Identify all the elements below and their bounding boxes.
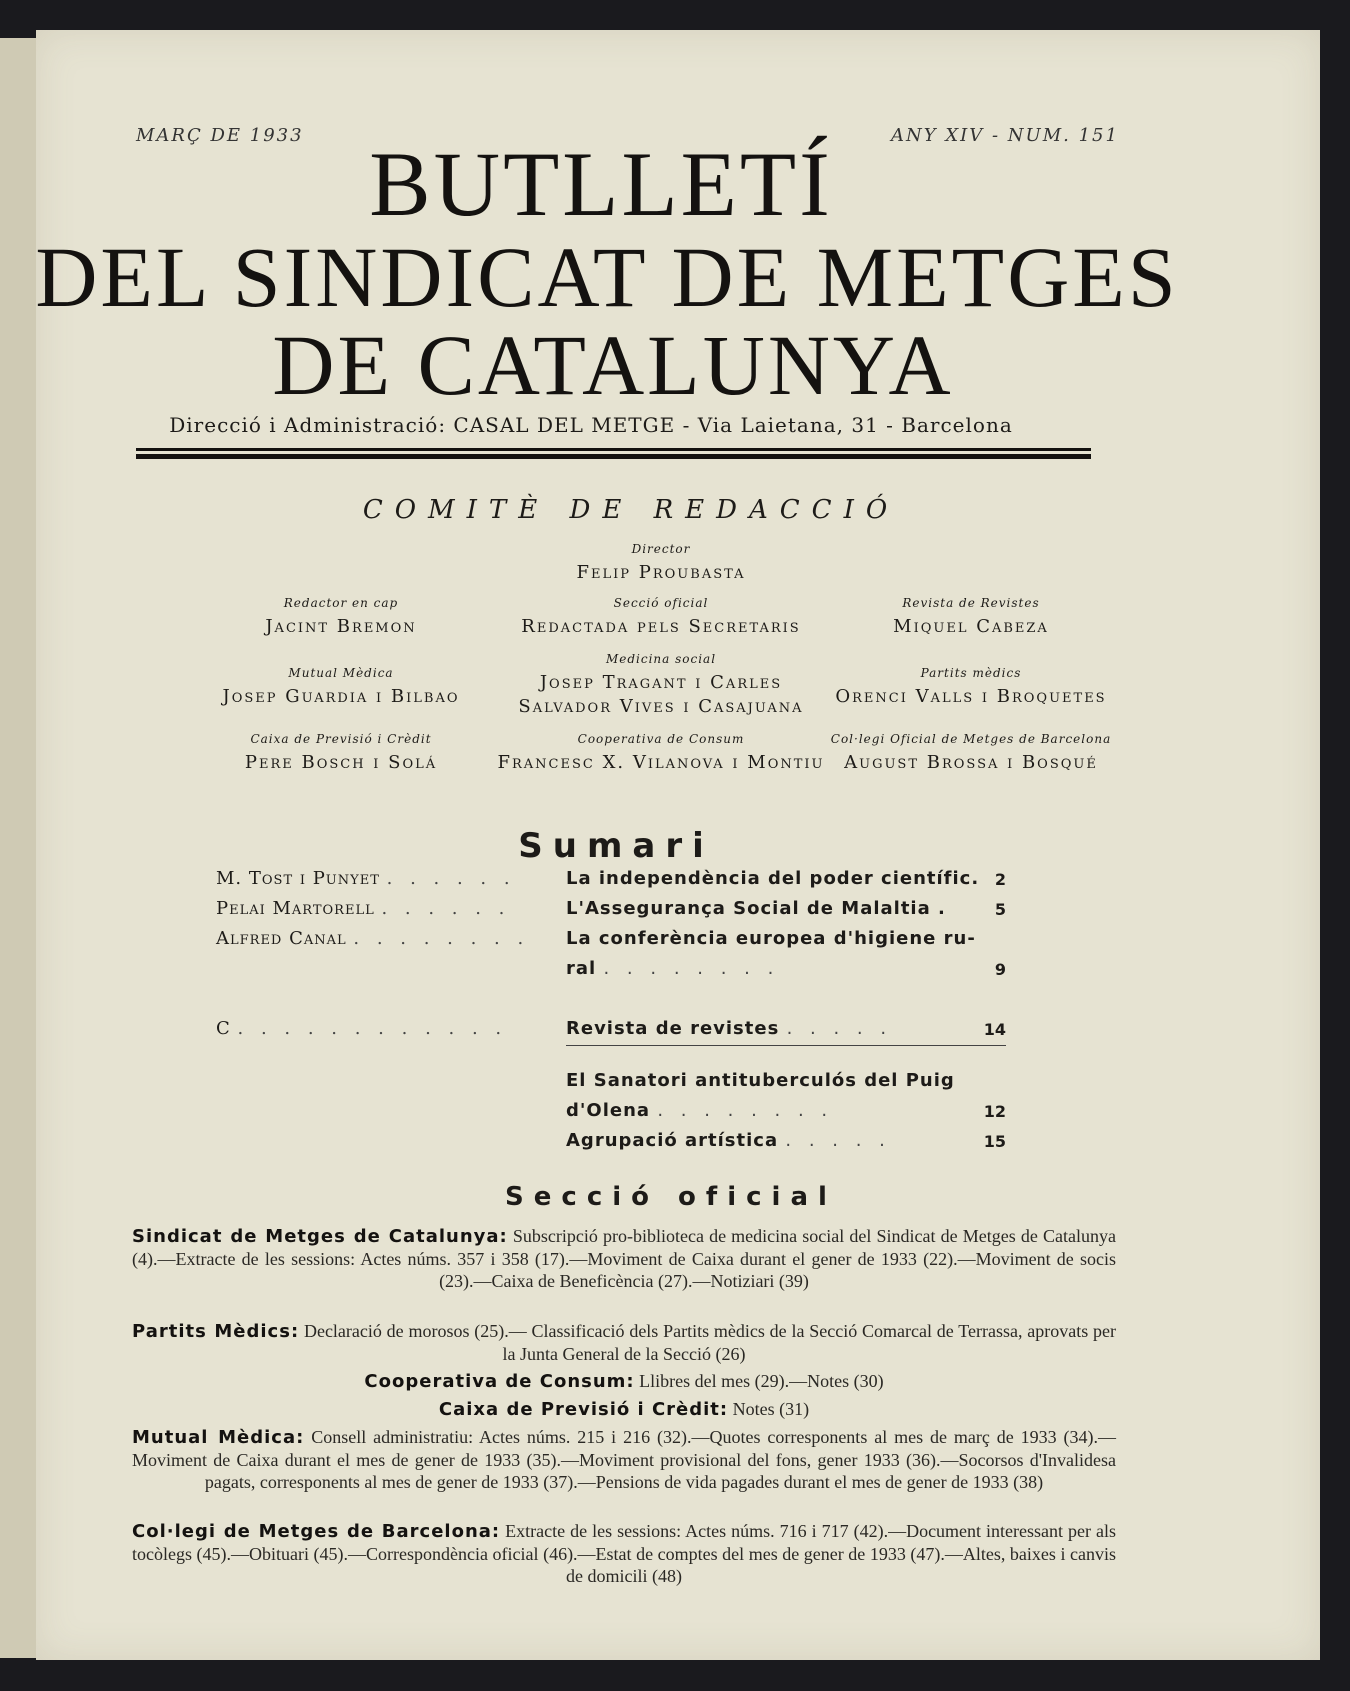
sumari-article-link-continued[interactable]: d'Olena . . . . . . . .	[566, 1100, 834, 1121]
sumari-article-link-continued[interactable]: ral . . . . . . . .	[566, 958, 780, 979]
committee-name: Salvador Vives i Casajuana	[518, 696, 804, 717]
committee-name: Francesc X. Vilanova i Montiu	[497, 752, 825, 773]
committee-role: Secció oficial	[613, 596, 709, 610]
committee-role: Mutual Mèdica	[288, 666, 394, 680]
sumari-article-link[interactable]: L'Assegurança Social de Malaltia .	[566, 898, 946, 919]
sumari-page-number: 2	[994, 870, 1006, 889]
header-rule-bottom	[136, 454, 1091, 459]
header-rule-top	[136, 448, 1091, 451]
committee-role: Medicina social	[605, 652, 717, 666]
masthead-line-1: BUTLLETÍ	[369, 133, 833, 235]
committee-name: Miquel Cabeza	[893, 616, 1049, 637]
seccio-paragraph: Caixa de Previsió i Crèdit: Notes (31)	[438, 1399, 810, 1420]
director-role: Director	[631, 542, 691, 556]
sumari-page-number: 12	[983, 1102, 1006, 1121]
issue-date: MARÇ DE 1933	[136, 125, 304, 146]
sumari-author: M. Tost i Punyet . . . . . .	[216, 868, 516, 889]
sumari-article-link[interactable]: La conferència europea d'higiene ru-	[566, 928, 976, 949]
committee-name: Josep Guardia i Bilbao	[222, 686, 460, 707]
sumari-page-number: 9	[994, 960, 1006, 979]
masthead-line-2: DEL SINDICAT DE METGES	[35, 229, 1179, 325]
seccio-paragraph: Partits Mèdics: Declaració de morosos (25).— Classificació dels Partits mèdics de la Secció Comarcal de Terrassa, aprovats per la Junta General de la Secció (26)	[132, 1321, 1116, 1364]
director-name: Felip Proubasta	[576, 562, 746, 583]
sumari-page-number: 14	[983, 1020, 1006, 1039]
sumari-page-number: 15	[983, 1132, 1006, 1151]
address-line: Direcció i Administració: CASAL DEL METGE - Via Laietana, 31 - Barcelona	[169, 413, 1013, 437]
seccio-paragraph: Col·legi de Metges de Barcelona: Extracte de les sessions: Actes núms. 716 i 717 (42).—Document interessant per als tocòlegs (45).—Obituari (45).—Correspondència oficial (46).—Estat de comptes del mes de gener de 1933 (47).—Altes, baixes i canvis de domicili (48)	[132, 1521, 1116, 1586]
sumari-author: C . . . . . . . . . . . .	[216, 1018, 508, 1039]
committee-name: Pere Bosch i Solá	[244, 752, 438, 773]
committee-role: Redactor en cap	[283, 596, 399, 610]
sumari-heading: Sumari	[518, 826, 714, 866]
committee-role: Caixa de Previsió i Crèdit	[250, 732, 432, 746]
sumari-article-link[interactable]: La independència del poder científic.	[566, 868, 980, 889]
seccio-paragraph: Mutual Mèdica: Consell administratiu: Actes núms. 215 i 216 (32).—Quotes corresponents al mes de març de 1933 (34).—Moviment de Caixa durant el mes de gener de 1933 (35).—Moviment provisional del fons, gener 1933 (36).—Socorsos d'Invalidesa pagats, corresponents al mes de gener de 1933 (37).—Pensions de vida pagades durant el mes de gener de 1933 (38)	[132, 1427, 1117, 1492]
committee-name: Josep Tragant i Carles	[539, 672, 783, 693]
sumari-author: Alfred Canal . . . . . . . .	[216, 928, 530, 949]
sumari-divider	[566, 1045, 1006, 1046]
committee-role: Col·legi Oficial de Metges de Barcelona	[830, 732, 1112, 746]
committee-heading: COMITÈ DE REDACCIÓ	[362, 495, 900, 525]
seccio-paragraph: Cooperativa de Consum: Llibres del mes (29).—Notes (30)	[364, 1371, 884, 1392]
committee-name: August Brossa i Bosqué	[844, 752, 1098, 773]
sumari-article-link[interactable]: Agrupació artística . . . . .	[566, 1130, 891, 1151]
seccio-oficial-heading: Secció oficial	[505, 1182, 837, 1212]
committee-role: Partits mèdics	[920, 666, 1022, 680]
committee-name: Orenci Valls i Broquetes	[835, 686, 1107, 707]
sumari-author: Pelai Martorell . . . . . .	[216, 898, 511, 919]
seccio-paragraph: Sindicat de Metges de Catalunya: Subscripció pro-biblioteca de medicina social del Sindicat de Metges de Catalunya (4).—Extracte de les sessions: Actes núms. 357 i 358 (17).—Moviment de Caixa durant el gener de 1933 (22).—Moviment de socis (23).—Caixa de Beneficència (27).—Notiziari (39)	[132, 1226, 1116, 1291]
issue-number: ANY XIV - NUM. 151	[891, 125, 1119, 146]
journal-page	[36, 30, 1320, 1660]
committee-role: Revista de Revistes	[902, 596, 1040, 610]
masthead-line-3: DE CATALUNYA	[272, 317, 954, 413]
sumari-article-link[interactable]: El Sanatori antituberculós del Puig	[566, 1070, 955, 1091]
sumari-page-number: 5	[994, 900, 1006, 919]
sumari-article-link[interactable]: Revista de revistes . . . . .	[566, 1018, 893, 1039]
committee-name: Jacint Bremon	[265, 616, 417, 637]
committee-name: Redactada pels Secretaris	[521, 616, 801, 637]
committee-role: Cooperativa de Consum	[577, 732, 745, 746]
